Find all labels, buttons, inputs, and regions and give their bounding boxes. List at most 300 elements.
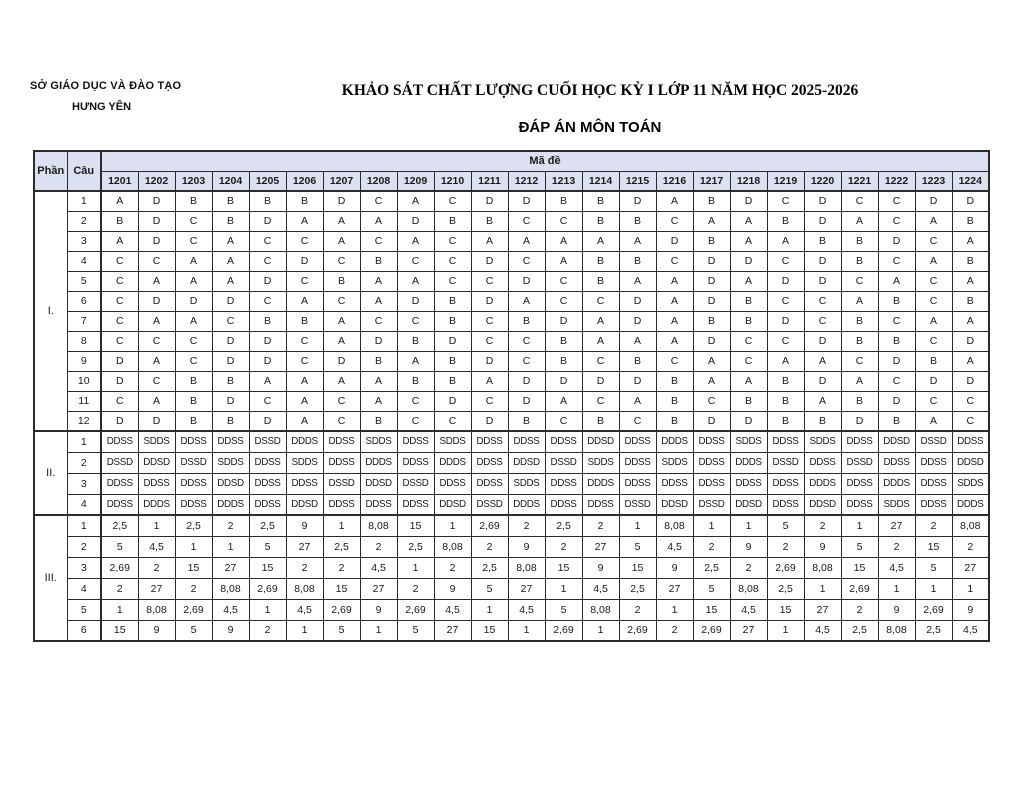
answer-cell: D [730, 411, 767, 431]
answer-cell: B [434, 311, 471, 331]
answer-cell: 27 [434, 620, 471, 641]
answer-cell: D [915, 191, 952, 211]
answer-cell: 2 [545, 536, 582, 557]
answer-cell: C [434, 411, 471, 431]
question-number: 8 [67, 331, 101, 351]
answer-cell: 2,69 [323, 599, 360, 620]
answer-cell: B [212, 371, 249, 391]
answer-cell: 27 [508, 578, 545, 599]
answer-cell: 9 [434, 578, 471, 599]
answer-cell: DDSS [582, 494, 619, 515]
answer-cell: A [508, 291, 545, 311]
answer-cell: A [138, 311, 175, 331]
answer-cell: B [397, 331, 434, 351]
section-1 [34, 191, 989, 431]
answer-cell: 2,69 [693, 620, 730, 641]
answer-row [34, 557, 989, 578]
answer-cell: C [323, 251, 360, 271]
answer-cell: 5 [767, 515, 804, 536]
answer-cell: A [952, 311, 989, 331]
answer-cell: SDDS [582, 452, 619, 473]
answer-cell: B [249, 191, 286, 211]
org-name: SỞ GIÁO DỤC VÀ ĐÀO TẠO [30, 80, 182, 92]
answer-cell: D [545, 371, 582, 391]
answer-cell: D [878, 391, 915, 411]
answer-cell: D [249, 271, 286, 291]
answer-cell: D [286, 251, 323, 271]
answer-cell: C [471, 311, 508, 331]
answer-cell: C [767, 191, 804, 211]
answer-cell: 15 [841, 557, 878, 578]
answer-cell: DDSS [249, 473, 286, 494]
answer-cell: DDSS [249, 494, 286, 515]
answer-cell: B [656, 391, 693, 411]
answer-cell: DDSS [323, 431, 360, 452]
answer-cell: DDSD [286, 494, 323, 515]
answer-cell: DDSS [693, 431, 730, 452]
answer-cell: D [508, 371, 545, 391]
answer-cell: 9 [878, 599, 915, 620]
answer-cell: 1 [841, 515, 878, 536]
answer-cell: SDDS [212, 452, 249, 473]
answer-cell: B [952, 251, 989, 271]
answer-row [34, 411, 989, 431]
answer-cell: 1 [582, 620, 619, 641]
answer-cell: D [656, 231, 693, 251]
answer-cell: DDSS [175, 494, 212, 515]
answer-cell: 1 [545, 578, 582, 599]
answer-cell: B [878, 291, 915, 311]
answer-cell: B [656, 371, 693, 391]
answer-cell: C [249, 391, 286, 411]
answer-cell: D [101, 411, 138, 431]
answer-cell: 5 [915, 557, 952, 578]
answer-cell: C [545, 291, 582, 311]
answer-cell: A [952, 231, 989, 251]
answer-cell: DDSS [841, 473, 878, 494]
answer-row [34, 291, 989, 311]
answer-cell: A [656, 291, 693, 311]
answer-cell: D [212, 351, 249, 371]
answer-cell: 5 [397, 620, 434, 641]
answer-cell: D [582, 371, 619, 391]
answer-cell: C [619, 411, 656, 431]
answer-cell: DDSS [656, 473, 693, 494]
answer-cell: B [397, 371, 434, 391]
answer-cell: 2 [582, 515, 619, 536]
codes-row [34, 171, 989, 191]
answer-cell: 2,69 [471, 515, 508, 536]
answer-cell: A [582, 311, 619, 331]
answer-cell: 27 [952, 557, 989, 578]
answer-cell: C [249, 291, 286, 311]
answer-cell: C [582, 291, 619, 311]
answer-cell: A [360, 371, 397, 391]
answer-cell: C [138, 371, 175, 391]
answer-cell: 9 [360, 599, 397, 620]
answer-cell: DDSD [656, 494, 693, 515]
answer-cell: 1 [212, 536, 249, 557]
answer-cell: SDDS [952, 473, 989, 494]
answer-cell: C [767, 251, 804, 271]
answer-cell: DDSD [360, 473, 397, 494]
answer-cell: 8,08 [508, 557, 545, 578]
answer-cell: 15 [249, 557, 286, 578]
answer-cell: C [323, 411, 360, 431]
answer-cell: DDSS [471, 473, 508, 494]
answer-row [34, 578, 989, 599]
exam-code-header: 1222 [878, 171, 915, 191]
answer-cell: 15 [471, 620, 508, 641]
answer-cell: 8,08 [360, 515, 397, 536]
answer-cell: A [286, 211, 323, 231]
answer-cell: SDDS [286, 452, 323, 473]
answer-cell: D [508, 391, 545, 411]
answer-cell: DDSS [360, 494, 397, 515]
answer-cell: DDSS [767, 431, 804, 452]
answer-cell: A [915, 411, 952, 431]
answer-cell: A [841, 211, 878, 231]
answer-cell: 5 [841, 536, 878, 557]
answer-cell: B [360, 351, 397, 371]
answer-cell: D [212, 391, 249, 411]
exam-code-header: 1217 [693, 171, 730, 191]
answer-cell: 15 [915, 536, 952, 557]
answer-cell: A [360, 291, 397, 311]
answer-cell: D [138, 211, 175, 231]
answer-cell: A [101, 191, 138, 211]
answer-cell: C [915, 291, 952, 311]
answer-cell: 2 [767, 536, 804, 557]
answer-cell: DDSS [915, 452, 952, 473]
answer-cell: C [286, 351, 323, 371]
answer-cell: 4,5 [360, 557, 397, 578]
answer-cell: DDSS [693, 473, 730, 494]
exam-code-header: 1213 [545, 171, 582, 191]
answer-cell: D [508, 191, 545, 211]
answer-cell: 2,69 [841, 578, 878, 599]
answer-cell: C [878, 211, 915, 231]
answer-cell: A [952, 271, 989, 291]
answer-cell: DSSD [101, 452, 138, 473]
answer-cell: 4,5 [804, 620, 841, 641]
answer-cell: C [101, 391, 138, 411]
answer-cell: 4,5 [434, 599, 471, 620]
answer-cell: 2,69 [619, 620, 656, 641]
answer-cell: B [582, 251, 619, 271]
answer-cell: DDSS [878, 452, 915, 473]
answer-cell: C [767, 291, 804, 311]
answer-cell: B [841, 231, 878, 251]
answer-cell: 27 [878, 515, 915, 536]
answer-cell: 27 [212, 557, 249, 578]
answer-cell: 5 [175, 620, 212, 641]
answer-cell: B [915, 351, 952, 371]
answer-cell: B [434, 211, 471, 231]
answer-cell: A [360, 271, 397, 291]
section-label: I. [34, 191, 67, 431]
answer-cell: DDSS [545, 494, 582, 515]
answer-cell: D [545, 311, 582, 331]
answer-cell: C [101, 251, 138, 271]
answer-cell: C [767, 331, 804, 351]
answer-cell: B [434, 371, 471, 391]
answer-cell: DDSS [212, 431, 249, 452]
answer-cell: A [767, 231, 804, 251]
exam-code-header: 1209 [397, 171, 434, 191]
answer-cell: DDSD [508, 452, 545, 473]
answer-cell: 2,5 [323, 536, 360, 557]
answer-cell: DDSS [841, 431, 878, 452]
answer-cell: A [323, 231, 360, 251]
exam-code-header: 1223 [915, 171, 952, 191]
answer-row [34, 351, 989, 371]
answer-cell: D [619, 311, 656, 331]
answer-cell: A [471, 231, 508, 251]
answer-cell: SDDS [360, 431, 397, 452]
question-number: 7 [67, 311, 101, 331]
answer-cell: 1 [656, 599, 693, 620]
answer-row [34, 331, 989, 351]
answer-cell: A [656, 311, 693, 331]
answer-cell: DDSS [101, 431, 138, 452]
answer-cell: A [693, 371, 730, 391]
answer-cell: A [397, 271, 434, 291]
answer-cell: 2 [841, 599, 878, 620]
answer-row [34, 251, 989, 271]
answer-cell: D [804, 271, 841, 291]
answer-cell: 4,5 [952, 620, 989, 641]
answer-row [34, 536, 989, 557]
answer-cell: 2 [915, 515, 952, 536]
answer-cell: C [286, 231, 323, 251]
answer-cell: A [915, 211, 952, 231]
answer-cell: C [101, 291, 138, 311]
answer-cell: D [508, 271, 545, 291]
answer-cell: B [767, 211, 804, 231]
answer-cell: 4,5 [286, 599, 323, 620]
answer-cell: B [175, 411, 212, 431]
answer-cell: 8,08 [878, 620, 915, 641]
answer-cell: DSSD [693, 494, 730, 515]
answer-cell: DDSS [619, 473, 656, 494]
answer-cell: C [915, 271, 952, 291]
answer-cell: 27 [804, 599, 841, 620]
answer-cell: 2,5 [545, 515, 582, 536]
answer-cell: A [175, 271, 212, 291]
answer-cell: DDSS [397, 494, 434, 515]
answer-cell: 1 [730, 515, 767, 536]
answer-cell: DDSS [434, 473, 471, 494]
answer-row [34, 515, 989, 536]
answer-cell: C [656, 211, 693, 231]
answer-row [34, 599, 989, 620]
answer-cell: 1 [693, 515, 730, 536]
answer-cell: 8,08 [804, 557, 841, 578]
answer-cell: 2 [730, 557, 767, 578]
answer-cell: B [656, 411, 693, 431]
answer-cell: C [175, 211, 212, 231]
answer-cell: D [471, 251, 508, 271]
answer-cell: DDDS [656, 431, 693, 452]
org-province: HƯNG YÊN [72, 101, 132, 113]
answer-cell: B [249, 311, 286, 331]
answer-cell: A [175, 311, 212, 331]
ma-de-header: Mã đề [101, 151, 989, 171]
answer-cell: A [175, 251, 212, 271]
answer-cell: 2 [434, 557, 471, 578]
answer-row [34, 191, 989, 211]
question-number: 3 [67, 473, 101, 494]
answer-cell: A [619, 231, 656, 251]
answer-cell: B [878, 411, 915, 431]
answer-cell: D [693, 291, 730, 311]
answer-cell: B [360, 411, 397, 431]
answer-cell: D [915, 371, 952, 391]
answer-cell: 2 [249, 620, 286, 641]
answer-cell: DDSS [619, 452, 656, 473]
answer-cell: 5 [249, 536, 286, 557]
answer-cell: 1 [508, 620, 545, 641]
answer-cell: DSSD [397, 473, 434, 494]
answer-cell: D [249, 331, 286, 351]
answer-cell: D [804, 191, 841, 211]
answer-cell: C [878, 191, 915, 211]
answer-cell: D [471, 411, 508, 431]
answer-cell: A [693, 351, 730, 371]
answer-cell: 27 [656, 578, 693, 599]
answer-cell: A [138, 351, 175, 371]
answer-cell: B [545, 351, 582, 371]
answer-cell: B [693, 191, 730, 211]
question-number: 5 [67, 271, 101, 291]
answer-cell: C [471, 331, 508, 351]
answer-cell: DDSS [767, 494, 804, 515]
question-number: 3 [67, 231, 101, 251]
question-number: 11 [67, 391, 101, 411]
answer-cell: DSSD [767, 452, 804, 473]
answer-cell: 5 [101, 536, 138, 557]
answer-cell: B [582, 411, 619, 431]
answer-cell: 1 [323, 515, 360, 536]
answer-cell: C [360, 191, 397, 211]
answer-cell: DDSS [804, 452, 841, 473]
answer-cell: D [101, 351, 138, 371]
answer-cell: 4,5 [656, 536, 693, 557]
exam-code-header: 1202 [138, 171, 175, 191]
answer-cell: 5 [693, 578, 730, 599]
answer-cell: A [323, 371, 360, 391]
answer-cell: 9 [508, 536, 545, 557]
answer-cell: SDDS [656, 452, 693, 473]
answer-cell: 8,08 [582, 599, 619, 620]
answer-cell: DDSS [545, 473, 582, 494]
answer-cell: C [397, 411, 434, 431]
answer-cell: C [101, 331, 138, 351]
answer-cell: A [101, 231, 138, 251]
answer-cell: 2 [138, 557, 175, 578]
answer-cell: D [471, 291, 508, 311]
answer-cell: 5 [471, 578, 508, 599]
answer-cell: A [138, 271, 175, 291]
answer-cell: SDDS [508, 473, 545, 494]
question-number: 2 [67, 536, 101, 557]
answer-row [34, 311, 989, 331]
answer-cell: A [730, 371, 767, 391]
answer-cell: D [730, 191, 767, 211]
question-number: 12 [67, 411, 101, 431]
answer-cell: D [175, 291, 212, 311]
answer-cell: DDDS [286, 431, 323, 452]
answer-cell: DDDS [730, 452, 767, 473]
answer-cell: 8,08 [212, 578, 249, 599]
answer-cell: C [175, 351, 212, 371]
exam-code-header: 1219 [767, 171, 804, 191]
answer-cell: A [545, 391, 582, 411]
answer-cell: C [545, 211, 582, 231]
answer-cell: SDDS [878, 494, 915, 515]
answer-cell: C [138, 251, 175, 271]
answer-cell: C [471, 271, 508, 291]
answer-cell: C [471, 391, 508, 411]
answer-cell: A [952, 351, 989, 371]
answer-cell: 8,08 [286, 578, 323, 599]
answer-cell: 1 [804, 578, 841, 599]
answer-cell: DDDS [508, 494, 545, 515]
answer-cell: A [360, 211, 397, 231]
answer-cell: B [508, 311, 545, 331]
answer-cell: B [286, 311, 323, 331]
answer-cell: 2 [101, 578, 138, 599]
answer-cell: B [693, 231, 730, 251]
answer-row [34, 431, 989, 452]
answer-cell: DDSD [730, 494, 767, 515]
answer-cell: 5 [619, 536, 656, 557]
answer-row [34, 231, 989, 251]
answer-cell: 2 [212, 515, 249, 536]
answer-cell: 8,08 [952, 515, 989, 536]
answer-cell: DDDS [952, 494, 989, 515]
question-number: 3 [67, 557, 101, 578]
question-number: 2 [67, 452, 101, 473]
answer-cell: C [434, 231, 471, 251]
answer-cell: DDSS [323, 452, 360, 473]
answer-cell: D [952, 191, 989, 211]
answer-cell: 9 [138, 620, 175, 641]
answer-cell: A [286, 411, 323, 431]
answer-cell: SDDS [434, 431, 471, 452]
answer-cell: DDSS [138, 473, 175, 494]
answer-cell: C [212, 311, 249, 331]
answer-cell: 2,5 [841, 620, 878, 641]
exam-code-header: 1216 [656, 171, 693, 191]
answer-cell: C [952, 411, 989, 431]
answer-cell: B [619, 251, 656, 271]
exam-code-header: 1206 [286, 171, 323, 191]
answer-cell: D [434, 331, 471, 351]
answer-cell: DDDS [360, 452, 397, 473]
answer-cell: A [212, 231, 249, 251]
answer-cell: B [619, 351, 656, 371]
answer-cell: B [434, 351, 471, 371]
answer-cell: DDSS [730, 473, 767, 494]
answer-cell: D [804, 251, 841, 271]
answer-cell: D [212, 291, 249, 311]
answer-cell: A [545, 251, 582, 271]
answer-cell: 2,69 [915, 599, 952, 620]
answer-cell: 9 [656, 557, 693, 578]
answer-cell: A [804, 391, 841, 411]
